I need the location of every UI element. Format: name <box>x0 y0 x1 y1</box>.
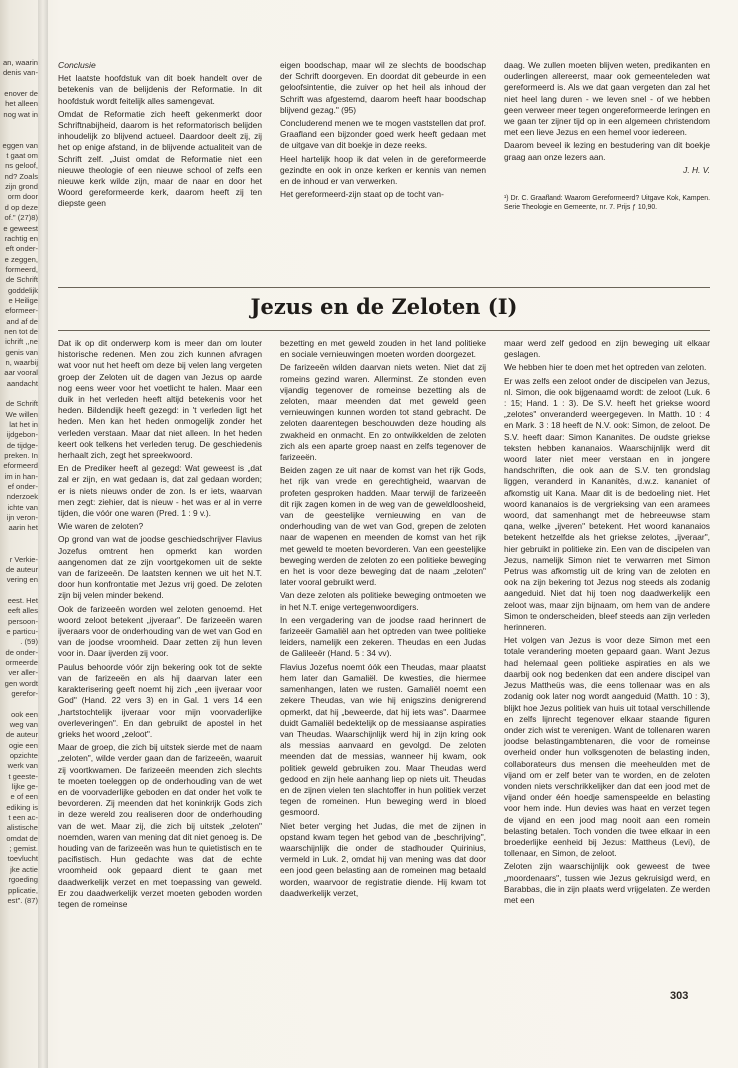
left-edge-line: lijke ge- <box>11 782 38 792</box>
page-number: 303 <box>670 990 689 1002</box>
left-edge-line: zijn grond <box>5 182 38 192</box>
article-paragraph: De farizeeën wilden daarvan niets weten. Niet dat zij romeins gezind waren. Allerminst. Ze stonden even vijandig tegenover de romeinse bezetting als de zeloten, maar meenden dat met geweld geen vernieuwingen kunnen worden tot stand gebracht. De zeloten daarentegen beschouwden deze houding als zwakheid en onmacht. En zo ontwikkelden de zeloten zich als een aparte groep naast en zelfs tegenover de farizeeën. <box>280 362 486 463</box>
left-edge-line: gerefor- <box>11 688 38 698</box>
left-edge-line: opzichte <box>9 751 38 761</box>
left-edge-line: weg van <box>9 720 38 729</box>
left-edge-line: est". (87) <box>7 895 38 905</box>
left-edge-line: ; gemist. <box>9 844 38 854</box>
left-edge-line: e zeggen, <box>4 254 38 264</box>
left-edge-line <box>0 544 38 554</box>
left-edge-line: aarin het <box>8 523 38 533</box>
left-edge-line: nog wat in <box>3 109 38 119</box>
article-paragraph: Er was zelfs een zeloot onder de discipelen van Jezus, nl. Simon, die ook bijgenaamd wordt: de zeloot (Luk. 6 : 15; Hand. 1 : 3). De S.V. heeft het griekse woord „zelotes" onveranderd weergegeven. In Matth. 10 : 4 en Mark. 3 : 18 heeft de N.V. ook: Simon, de zeloot. De S.V. heeft daar: Simon Kananites. De oudste griekse teksten hebben kananaios. Waarschijnlijk werd dit woord later niet meer verstaan en in jongere handschriften, die ook aan de S.V. ten grondslag liggen, veranderd in Kananitès, d.w.z. kananiet of afkomstig uit Kana. Maar dit is de bedoeling niet. Het woord kananaios is de vergrieksing van een aramees woord, dat samenhangt met de hebreeuwse stam qana, welke „ijveren" betekent. Het woord kananaios betekent hetzelfde als het griekse zelotes, „ijveraar", hier gebruikt in politieke zin. Een van de discipelen van Jezus, namelijk Simon niet te verwarren met Simon Petrus was afkomstig uit de kring van de zeloten en ook na zijn bekering tot Jezus nog steeds als zodanig aangeduid. Niet dat hij toen nog daadwerkelijk een zeloot was, maar zijn bijnaam, om hem van de andere Simon te onderscheiden, bleef steeds aan zijn verleden herinneren. <box>504 375 710 633</box>
left-edge-line: eft onder- <box>5 244 38 254</box>
page-gutter <box>38 0 48 1068</box>
left-edge-line: n, waarbij <box>5 357 38 367</box>
left-edge-line: of." (27)8) <box>4 213 38 223</box>
left-edge-line: d op deze <box>4 202 38 212</box>
review-paragraph: Daarom beveel ik lezing en bestudering van dit boekje graag aan onze lezers aan. <box>504 140 710 162</box>
left-edge-line: pplicatie, <box>8 885 38 895</box>
article-paragraph: bezetting en met geweld zouden in het land politieke en sociale vernieuwingen moeten worden doorgezet. <box>280 338 486 360</box>
left-edge-line <box>0 389 38 399</box>
left-edge-line <box>0 586 38 596</box>
left-edge-line: de tijdge- <box>6 440 38 450</box>
left-edge-line: t geeste- <box>8 771 38 781</box>
left-edge-line: ormeerde <box>5 657 38 667</box>
left-edge-line: t gaat om <box>6 151 38 161</box>
left-edge-line: het alleen <box>5 99 38 109</box>
left-edge-line: jke actie <box>10 864 38 874</box>
left-edge-line: We willen <box>5 409 38 419</box>
left-edge-line: omdat de <box>6 833 38 843</box>
review-paragraph: daag. We zullen moeten blijven weten, predikanten en ouderlingen allereerst, maar ook gemeenteleden wat gereformeerd is. Als we dat gaan vergeten dan zal het niet heel lang duren - we leven snel - of we hebben geen verweer meer tegen ongereformeerde leringen en we gaan ter zijner tijd op in een algemeen christendom met een lieve Jezus en een hemel voor iedereen. <box>504 60 710 138</box>
article-paragraph: Ook de farizeeën worden wel zeloten genoemd. Het woord zeloot betekent „ijveraar". De farizeeën waren ijveraars voor de onderhouding van de wet van God en van de joodse vroomheid. Daar zetten zij hun leven voor in. Daar ijverden zij voor. <box>58 603 262 659</box>
review-column-2 <box>280 60 486 286</box>
article-paragraph: Flavius Jozefus noemt óók een Theudas, maar plaatst hem later dan Gamaliël. De kwesties, die hiermee samenhangen, laten we rusten. Gamaliël noemt een zekere Theudas, van wie hij enigszins denigrerend opmerkt, dat hij „beweerde, dat hij iets was". Daarmee duidt Gamaliël bedektelijk op de messiaanse aspiraties van Theudas. Waarschijnlijk werd hij in zijn kring ook als messias aanvaard en gevolgd. De zeloten meenden dat de messias, wanneer hij kwam, ook politiek geweld gebruiken zou. Maar Theudas werd gedood en zijn hele aanhang liep op niets uit. Theudas en de zijnen vielen ten slachtoffer in hun politiek verzet tegen de romeinen. Hun beweging werd in bloed gesmoord. <box>280 661 486 818</box>
review-conclusion-section <box>58 60 710 286</box>
left-edge-line: de auteur <box>5 730 38 740</box>
left-edge-line <box>0 120 38 130</box>
left-edge-line: e of een <box>10 792 38 802</box>
left-edge-line: nen tot de <box>4 326 38 336</box>
left-edge-line: alistische <box>6 823 38 833</box>
left-edge-line: orm door <box>7 192 38 202</box>
article-paragraph: Dat ik op dit onderwerp kom is meer dan om louter historische redenen. Men zou zich kunnen afvragen wat voor nut het heeft om deze bij velen lang vergeten groep der Zeloten uit de dagen van Jezus op aarde nog eens weer voor het voetlicht te halen. Maar een duik in het verleden heeft altijd betekenis voor het heden. Bildendijk heeft gezegd: in 't verleden ligt het heden. Men kan het heden onmogelijk zonder het verleden verstaan. Maar dat niet alleen. In het heden keert ook telkens het verleden terug. De geschiedenis herhaalt zich, zegt het spreekwoord. <box>58 338 262 461</box>
article-column-3 <box>504 338 710 990</box>
article-paragraph: In een vergadering van de joodse raad herinnert de farizeeër Gamaliël aan het optreden van twee politieke leiders, namelijk een zekeren. Theudas en een Judas de Galileeër (Hand. 5 : 34 vv). <box>280 614 486 659</box>
review-paragraph: Concluderend menen we te mogen vaststellen dat prof. Graafland een bijzonder goed werk heeft gedaan met de uitgave van dit boekje in deze reeks. <box>280 118 486 151</box>
review-paragraph: Heel hartelijk hoop ik dat velen in de gereformeerde gezindte en ook in onze kerken er kennis van nemen en de inhoud er van verwerken. <box>280 153 486 187</box>
article-paragraph: maar werd zelf gedood en zijn beweging uit elkaar geslagen. <box>504 338 710 360</box>
article-paragraph: We hebben hier te doen met het optreden van zeloten. <box>504 362 707 373</box>
left-edge-line: ook een <box>10 709 38 719</box>
left-edge-line: ichrift ,,ne <box>5 337 38 347</box>
article-column-2 <box>280 338 486 990</box>
left-edge-line: and af de <box>6 316 38 326</box>
left-edge-line: eeft alles <box>7 606 38 616</box>
review-paragraph: Het gereformeerd-zijn staat op de tocht van- <box>280 189 444 200</box>
left-edge-line: gen wordt <box>4 678 38 688</box>
title-underline <box>58 330 710 331</box>
left-edge-line: ediking is <box>6 802 38 812</box>
left-edge-line: werk van <box>7 761 38 771</box>
article-paragraph: Wie waren de zeloten? <box>58 521 144 532</box>
left-edge-line: . (59) <box>20 637 38 647</box>
left-edge-line: e particu- <box>6 626 38 636</box>
left-edge-line: de Schrift <box>5 275 38 285</box>
footnote: ¹) Dr. C. Graafland: Waarom Gereformeerd? Uitgave Kok, Kampen. Serie Theologie en Gemeente, nr. 7. Prijs ƒ 10,90. <box>504 195 710 212</box>
left-edge-line: r Verkie- <box>9 554 38 564</box>
left-edge-line <box>0 534 38 544</box>
article-title: Jezus en de Zeloten (I) <box>250 294 518 319</box>
left-edge-line: ef onder- <box>7 482 38 492</box>
left-edge-line: eggen van <box>2 140 38 150</box>
left-edge-line: t een ac- <box>8 813 38 823</box>
left-edge-line: preken. In <box>4 451 38 461</box>
left-edge-line: de onder- <box>5 647 38 657</box>
left-edge-line: e Heilige <box>8 295 38 305</box>
left-edge-line: formeerd, <box>5 264 38 274</box>
article-paragraph: Van deze zeloten als politieke beweging ontmoeten we in het N.T. enige vertegenwoordigers. <box>280 590 486 612</box>
left-edge-line: ijdgebon- <box>6 430 38 440</box>
left-edge-line: nd? Zoals <box>4 171 38 181</box>
left-edge-line: ijn veron- <box>6 513 38 523</box>
article-paragraph: En de Prediker heeft al gezegd: Wat geweest is „dat zal er zijn, en wat gedaan is, dat zal gedaan worden; er is niets nieuws onder de zon. Is er iets, waarvan men zegt: ziehier, dat is nieuw - het was er al in verre tijden, die vóór one waren (Pred. 1 : 9 v.). <box>58 463 262 519</box>
conclusie-heading: Conclusie <box>58 60 96 70</box>
conclusie-paragraph: Het laatste hoofdstuk van dit boek handelt over de betekenis van de belijdenis der Reformatie. In dit hoofdstuk wordt feitelijk alles samengevat. <box>58 73 262 106</box>
article-paragraph: Paulus behoorde vóór zijn bekering ook tot de sekte van de farizeeën en als hij daarvan later een karakterisering geeft noemt hij zich „een ijveraar voor God" (Hand. 22 vers 3) en in Gal. 1 vers 14 een „hartstochtelijk ijveraar voor mijn voorvaderlijke overleveringen". En dan gebruikt de apostel in het grieks het woord „zeloot". <box>58 661 262 739</box>
left-edge-line: eest. Het <box>7 595 38 605</box>
left-edge-line: ichte van <box>7 502 38 512</box>
left-edge-line: ns geloof, <box>5 161 38 171</box>
left-edge-line: toevlucht <box>7 854 38 864</box>
left-edge-line: aandacht <box>6 378 38 388</box>
article-column-1 <box>58 338 262 990</box>
review-paragraph: eigen boodschap, maar wil ze slechts de boodschap der Schrift doorgeven. En doordat dit gebeurde in een geloofsintentie, die zuiver op het heil als inhoud der Schrift was afgestemd, daarom heeft haar boodschap blijvend gezag." (95) <box>280 60 486 115</box>
section-divider <box>58 287 710 288</box>
left-edge-line: de auteur <box>5 564 38 574</box>
left-edge-line: rachtig en <box>4 233 38 243</box>
left-edge-line: vering en <box>6 575 38 585</box>
left-edge-line: ver aller- <box>8 668 38 678</box>
left-edge-line: eformeer- <box>5 306 38 316</box>
left-edge-line: rgoeding <box>8 875 38 885</box>
left-edge-line: goddelijk <box>8 285 38 295</box>
author-signature: J. H. V. <box>683 164 710 175</box>
article-paragraph: Niet beter verging het Judas, die met de zijnen in opstand kwam tegen het gebod van de „beschrijving", waarschijnlijk die onder de stadhouder Quirinius, vermeld in Luk. 2, omdat hij van mening was dat door een jood geen belasting aan de romeinen mag betaald worden, waarvoor de registratie diende. Hij kwam tot daadwerkelijk verzet, <box>280 820 486 898</box>
left-edge-line: aar vooral <box>4 368 38 378</box>
left-page-edge-text <box>0 58 38 905</box>
left-edge-line: persoon- <box>8 616 38 626</box>
left-edge-line: eformeerd <box>3 461 38 471</box>
left-edge-line <box>0 699 38 709</box>
conclusie-column <box>58 60 262 286</box>
left-edge-line: denis van- <box>2 68 38 78</box>
article-paragraph: Het volgen van Jezus is voor deze Simon met een totale verandering moeten gepaard gaan. Want Jezus had helemaal geen politieke aspiraties en als we daarbij ook nog bedenken dat een andere discipel van Jezus Mattheüs was, die eens tollenaar was en als zodanig ook later nog wordt aangeduid (Matth. 10 : 3), blijkt hoe Jezus politiek van huis uit totaal verschillende en zelfs lijnrecht tegenover elkaar staande figuren onder zich wist te verenigen. Want de tollenaren waren joodse belastingambtenaren, die voor de romeinse overheid onder hun volksgenoten de belasting inden, collaborateurs dus mensen die meeheulden met de vijand om er zelf beter van te worden, en de zeloten vonden niets verschrikkelijker dan dat een jood met de vijand onder één hoedje samenspeelde en belasting voor hem inde. Hun devies was haat en verzet tegen de vijand en een jood mag nooit aan een romein belasting betalen. Toch vonden die twee elkaar in een broederlijke eenheid bij Jezus: Mattheus (Levi), de tollenaar, en Simon, de zeloot. <box>504 635 710 859</box>
left-edge-line: de Schrift <box>5 399 38 409</box>
review-column-3 <box>504 60 710 286</box>
left-edge-line: lat het in <box>9 420 38 430</box>
article-paragraph: Beiden zagen ze uit naar de komst van het rijk Gods, het rijk van vrede en gerechtigheid, waarvan de profeten gesproken hadden. Maar terwijl de farizeeën dit rijk zagen komen in de weg van de geweldloosheid, van de geestelijke vernieuwing en van de onderhouding van de wet van God, grepen de zeloten naar de wapenen en meenden de komst van het rijk met geweld te moeten bevorderen. Van een geestelijke beweging werden de zeloten zo een politieke beweging en het is voor deze beweging dat de naam „zeloten" later vooral gebruikt werd. <box>280 465 486 588</box>
left-edge-line: e geweest <box>3 223 38 233</box>
left-edge-line: ogie een <box>8 740 38 750</box>
left-edge-line <box>0 130 38 140</box>
left-edge-line <box>0 79 38 89</box>
article-paragraph: Maar de groep, die zich bij uitstek sierde met de naam „zeloten", wilde verder gaan dan de farizeeën, waaruit zij voortkwamen. De farizeeën meenden zich slechts te moeten toeleggen op de onderhouding van de wet en de voorvaderlijke geboden en dat onder het volk te bevorderen. Zij meenden dat het koninkrijk Gods zich in deze wereld zou realiseren door de onderhouding van de wet. Maar zij, die zich bij uitstek „zeloten" noemden, waren van mening dat dit niet genoeg is. De houding van de farizeeën was hun te quietistisch en te pacifistisch. Hun gedachte was dat de echte vroomheid ook gepaard dient te gaan met daadwerkelijk verzet en met toepassing van geweld. Er zou daadwerkelijk verzet moeten geboden worden tegen de romeinse <box>58 742 262 909</box>
article-paragraph: Op grond van wat de joodse geschiedschrijver Flavius Jozefus omtrent hen opmerkt kan worden aangenomen dat ze zijn voortgekomen uit de sekte van de farizeeën. De laatsten kennen we uit het N.T. door hun konfrontatie met Jezus vrij goed. De zeloten zijn bij velen minder bekend. <box>58 534 262 601</box>
left-edge-line: enover de <box>4 89 38 99</box>
article-paragraph: Zeloten zijn waarschijnlijk ook geweest de twee „moordenaars", tussen wie Jezus gekruisigd werd, en Barabbas, die in zijn plaats werd vrijgelaten. Ze werden met een <box>504 861 710 905</box>
left-edge-line: im in han- <box>4 471 38 481</box>
conclusie-paragraph: Omdat de Reformatie zich heeft gekenmerkt door Schriftnabijheid, daarom is het reformatorisch belijden inhoudelijk zo blijvend actueel. Daardoor deelt zij, zij het op enige afstand, in de blijvende actualiteit van de Schrift zelf. „Juist omdat de Reformatie niet een nieuwe theologie of een nieuwe school of zelfs een nieuwe kerk wilde zijn, maar de naar en door het Woord gereformeerde kerk, daarom heeft zij ten diepste geen <box>58 108 262 209</box>
left-edge-line: genis van <box>5 347 38 357</box>
left-edge-line: nderzoek <box>6 492 38 502</box>
left-edge-line: an, waarin <box>2 58 38 67</box>
